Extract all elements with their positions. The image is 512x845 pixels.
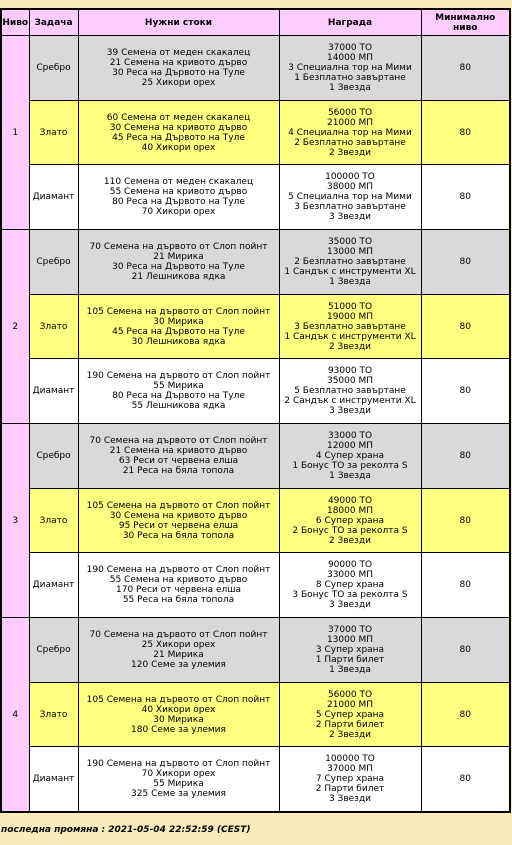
header-reward: Награда bbox=[279, 9, 421, 36]
reward-line: 100000 ТО bbox=[325, 172, 375, 182]
reward-line: 21000 МП bbox=[326, 699, 374, 710]
reward-line: 2 Сандък с инструменти XL bbox=[284, 396, 416, 406]
goods-line: 30 Лешникова ядка bbox=[131, 336, 226, 347]
reward-line: 12000 МП bbox=[326, 441, 374, 451]
task-cell: Диамант bbox=[29, 553, 78, 618]
goods-line: 30 Мирика bbox=[153, 316, 204, 327]
table-row bbox=[1, 424, 510, 489]
goods-line: 21 Мирика bbox=[153, 252, 204, 262]
goods-line: 190 Семена на дървото от Слоп пойнт bbox=[86, 565, 271, 575]
goods-cell bbox=[78, 618, 279, 683]
goods-line: 45 Реса на Дървото на Туле bbox=[112, 132, 245, 143]
quest-table bbox=[0, 8, 511, 813]
goods-cell bbox=[78, 489, 279, 553]
reward-line: 18000 МП bbox=[326, 505, 374, 516]
header-row bbox=[1, 9, 510, 36]
reward-line: 2 Звезди bbox=[328, 341, 372, 352]
reward-cell bbox=[279, 101, 421, 165]
reward-line: 1 Парти билет bbox=[315, 655, 385, 665]
header-goods: Нужни стоки bbox=[78, 9, 279, 36]
header-min-level: Минимално ниво bbox=[421, 9, 510, 36]
goods-line: 25 Хикори орех bbox=[141, 640, 216, 650]
goods-line: 80 Реса на Дървото на Туле bbox=[112, 391, 245, 401]
min-level-cell: 80 bbox=[421, 424, 510, 489]
goods-line: 325 Семе за улемия bbox=[131, 789, 226, 799]
reward-line: 2 Безплатно завъртане bbox=[294, 137, 406, 148]
reward-line: 21000 МП bbox=[326, 117, 374, 128]
reward-line: 1 Бонус ТО за реколта S bbox=[292, 461, 408, 471]
reward-line: 3 Звезди bbox=[328, 600, 372, 610]
goods-cell bbox=[78, 683, 279, 747]
task-cell: Злато bbox=[29, 295, 78, 359]
min-level-cell: 80 bbox=[421, 295, 510, 359]
min-level-cell: 80 bbox=[421, 489, 510, 553]
reward-line: 3 Безплатно завъртане bbox=[294, 202, 406, 212]
min-level-cell: 80 bbox=[421, 36, 510, 101]
goods-line: 55 Семена на кривото дърво bbox=[109, 575, 248, 585]
reward-line: 1 Звезда bbox=[329, 665, 371, 675]
reward-line: 35000 ТО bbox=[327, 237, 373, 247]
reward-line: 3 Безплатно завъртане bbox=[294, 321, 406, 332]
reward-line: 2 Парти билет bbox=[315, 719, 385, 730]
table-row bbox=[1, 553, 510, 618]
reward-cell bbox=[279, 618, 421, 683]
table-row bbox=[1, 101, 510, 165]
header-task: Задача bbox=[29, 9, 78, 36]
min-level-cell: 80 bbox=[421, 618, 510, 683]
goods-line: 170 Реси от червена елша bbox=[116, 585, 241, 595]
last-modified: последна промяна : 2021-05-04 22:52:59 (CEST) bbox=[1, 825, 251, 835]
task-cell: Диамант bbox=[29, 165, 78, 230]
goods-line: 40 Хикори орех bbox=[141, 142, 216, 153]
goods-line: 95 Реси от червена елша bbox=[118, 520, 239, 531]
reward-cell bbox=[279, 747, 421, 813]
min-level-cell: 80 bbox=[421, 683, 510, 747]
reward-line: 2 Парти билет bbox=[315, 784, 385, 794]
reward-line: 35000 МП bbox=[326, 376, 374, 386]
goods-cell bbox=[78, 36, 279, 101]
goods-line: 25 Хикори орех bbox=[141, 78, 216, 88]
task-cell: Сребро bbox=[29, 36, 78, 101]
reward-cell bbox=[279, 295, 421, 359]
goods-cell bbox=[78, 747, 279, 813]
table-row bbox=[1, 295, 510, 359]
reward-line: 90000 ТО bbox=[327, 560, 373, 570]
reward-line: 33000 ТО bbox=[327, 431, 373, 441]
table-row bbox=[1, 359, 510, 424]
goods-line: 190 Семена на дървото от Слоп пойнт bbox=[86, 371, 271, 381]
header-level: Ниво bbox=[1, 9, 29, 36]
reward-line: 37000 ТО bbox=[327, 625, 373, 635]
table-row bbox=[1, 683, 510, 747]
table-row bbox=[1, 165, 510, 230]
table-body bbox=[1, 36, 510, 813]
reward-line: 100000 ТО bbox=[325, 754, 375, 764]
reward-line: 56000 ТО bbox=[327, 689, 373, 700]
goods-cell bbox=[78, 101, 279, 165]
reward-cell bbox=[279, 165, 421, 230]
task-cell: Диамант bbox=[29, 747, 78, 813]
goods-line: 55 Семена на кривото дърво bbox=[109, 187, 248, 197]
reward-line: 5 Специална тор на Мими bbox=[288, 192, 412, 202]
reward-line: 3 Супер храна bbox=[315, 645, 385, 655]
goods-line: 105 Семена на дървото от Слоп пойнт bbox=[86, 500, 271, 511]
goods-line: 21 Семена на кривото дърво bbox=[109, 58, 248, 68]
task-cell: Сребро bbox=[29, 618, 78, 683]
min-level-cell: 80 bbox=[421, 359, 510, 424]
goods-line: 110 Семена от меден скакалец bbox=[103, 177, 254, 187]
reward-line: 3 Звезди bbox=[328, 212, 372, 222]
goods-line: 30 Реса на Дървото на Туле bbox=[112, 68, 245, 78]
reward-line: 51000 ТО bbox=[327, 301, 373, 312]
reward-line: 1 Звезда bbox=[329, 83, 371, 93]
goods-cell bbox=[78, 165, 279, 230]
table-row bbox=[1, 230, 510, 295]
goods-line: 180 Семе за улемия bbox=[131, 724, 226, 735]
reward-line: 93000 ТО bbox=[327, 366, 373, 376]
goods-line: 21 Лешникова ядка bbox=[131, 272, 226, 282]
task-cell: Злато bbox=[29, 489, 78, 553]
reward-line: 3 Бонус ТО за реколта S bbox=[292, 590, 408, 600]
goods-line: 30 Мирика bbox=[153, 714, 204, 725]
level-cell: 2 bbox=[1, 230, 29, 424]
reward-line: 37000 МП bbox=[326, 764, 374, 774]
goods-cell bbox=[78, 230, 279, 295]
reward-cell bbox=[279, 230, 421, 295]
reward-line: 2 Бонус ТО за реколта S bbox=[292, 525, 408, 536]
goods-line: 190 Семена на дървото от Слоп пойнт bbox=[86, 759, 271, 769]
goods-line: 30 Семена на кривото дърво bbox=[109, 122, 248, 133]
reward-line: 1 Безплатно завъртане bbox=[294, 73, 406, 83]
reward-line: 1 Звезда bbox=[329, 471, 371, 481]
reward-line: 4 Специална тор на Мими bbox=[288, 127, 412, 138]
reward-line: 6 Супер храна bbox=[315, 515, 385, 526]
reward-cell bbox=[279, 489, 421, 553]
goods-line: 55 Мирика bbox=[153, 779, 204, 789]
goods-line: 70 Семена на дървото от Слоп пойнт bbox=[89, 242, 268, 252]
goods-line: 39 Семена от меден скакалец bbox=[106, 48, 251, 58]
reward-line: 1 Сандък с инструменти XL bbox=[284, 267, 416, 277]
goods-line: 70 Семена на дървото от Слоп пойнт bbox=[89, 436, 268, 446]
reward-line: 1 Звезда bbox=[329, 277, 371, 287]
min-level-cell: 80 bbox=[421, 553, 510, 618]
reward-line: 3 Звезди bbox=[328, 794, 372, 804]
task-cell: Злато bbox=[29, 101, 78, 165]
goods-line: 70 Хикори орех bbox=[141, 207, 216, 217]
reward-line: 2 Звезди bbox=[328, 147, 372, 158]
goods-line: 30 Реса на бяла топола bbox=[122, 530, 235, 541]
table-row bbox=[1, 747, 510, 813]
reward-line: 2 Звезди bbox=[328, 535, 372, 546]
goods-line: 70 Хикори орех bbox=[141, 769, 216, 779]
reward-line: 4 Супер храна bbox=[315, 451, 385, 461]
reward-line: 5 Супер храна bbox=[315, 709, 385, 720]
reward-line: 2 Безплатно завъртане bbox=[294, 257, 406, 267]
min-level-cell: 80 bbox=[421, 101, 510, 165]
reward-line: 3 Специална тор на Мими bbox=[288, 63, 412, 73]
reward-line: 8 Супер храна bbox=[315, 580, 385, 590]
reward-cell bbox=[279, 683, 421, 747]
reward-line: 33000 МП bbox=[326, 570, 374, 580]
task-cell: Сребро bbox=[29, 230, 78, 295]
level-cell: 3 bbox=[1, 424, 29, 618]
reward-line: 37000 ТО bbox=[327, 43, 373, 53]
goods-line: 60 Семена от меден скакалец bbox=[106, 112, 251, 123]
reward-cell bbox=[279, 36, 421, 101]
goods-line: 120 Семе за улемия bbox=[131, 660, 226, 670]
level-cell: 1 bbox=[1, 36, 29, 230]
reward-line: 14000 МП bbox=[326, 53, 374, 63]
task-cell: Сребро bbox=[29, 424, 78, 489]
goods-line: 21 Мирика bbox=[153, 650, 204, 660]
reward-line: 38000 МП bbox=[326, 182, 374, 192]
reward-line: 2 Звезди bbox=[328, 729, 372, 740]
reward-line: 5 Безплатно завъртане bbox=[294, 386, 406, 396]
reward-line: 56000 ТО bbox=[327, 107, 373, 118]
reward-line: 13000 МП bbox=[326, 635, 374, 645]
goods-line: 21 Семена на кривото дърво bbox=[109, 446, 248, 456]
task-cell: Диамант bbox=[29, 359, 78, 424]
reward-line: 7 Супер храна bbox=[315, 774, 385, 784]
task-cell: Злато bbox=[29, 683, 78, 747]
table-row bbox=[1, 36, 510, 101]
goods-cell bbox=[78, 553, 279, 618]
reward-line: 13000 МП bbox=[326, 247, 374, 257]
min-level-cell: 80 bbox=[421, 230, 510, 295]
goods-line: 70 Семена на дървото от Слоп пойнт bbox=[89, 630, 268, 640]
level-cell: 4 bbox=[1, 618, 29, 813]
goods-line: 21 Реса на бяла топола bbox=[122, 466, 235, 476]
goods-line: 40 Хикори орех bbox=[141, 704, 216, 715]
goods-cell bbox=[78, 359, 279, 424]
goods-line: 63 Реси от червена елша bbox=[118, 456, 239, 466]
goods-cell bbox=[78, 424, 279, 489]
reward-line: 1 Сандък с инструменти XL bbox=[284, 331, 416, 342]
goods-line: 45 Реса на Дървото на Туле bbox=[112, 326, 245, 337]
goods-line: 80 Реса на Дървото на Туле bbox=[112, 197, 245, 207]
reward-line: 19000 МП bbox=[326, 311, 374, 322]
goods-line: 105 Семена на дървото от Слоп пойнт bbox=[86, 306, 271, 317]
min-level-cell: 80 bbox=[421, 165, 510, 230]
reward-cell bbox=[279, 359, 421, 424]
goods-line: 55 Лешникова ядка bbox=[131, 401, 226, 411]
goods-line: 55 Реса на бяла топола bbox=[122, 595, 235, 605]
reward-cell bbox=[279, 424, 421, 489]
goods-cell bbox=[78, 295, 279, 359]
min-level-cell: 80 bbox=[421, 747, 510, 813]
table-row bbox=[1, 489, 510, 553]
reward-cell bbox=[279, 553, 421, 618]
goods-line: 30 Семена на кривото дърво bbox=[109, 510, 248, 521]
goods-line: 55 Мирика bbox=[153, 381, 204, 391]
reward-line: 49000 ТО bbox=[327, 495, 373, 506]
goods-line: 105 Семена на дървото от Слоп пойнт bbox=[86, 694, 271, 705]
table-row bbox=[1, 618, 510, 683]
reward-line: 3 Звезди bbox=[328, 406, 372, 416]
goods-line: 30 Реса на Дървото на Туле bbox=[112, 262, 245, 272]
